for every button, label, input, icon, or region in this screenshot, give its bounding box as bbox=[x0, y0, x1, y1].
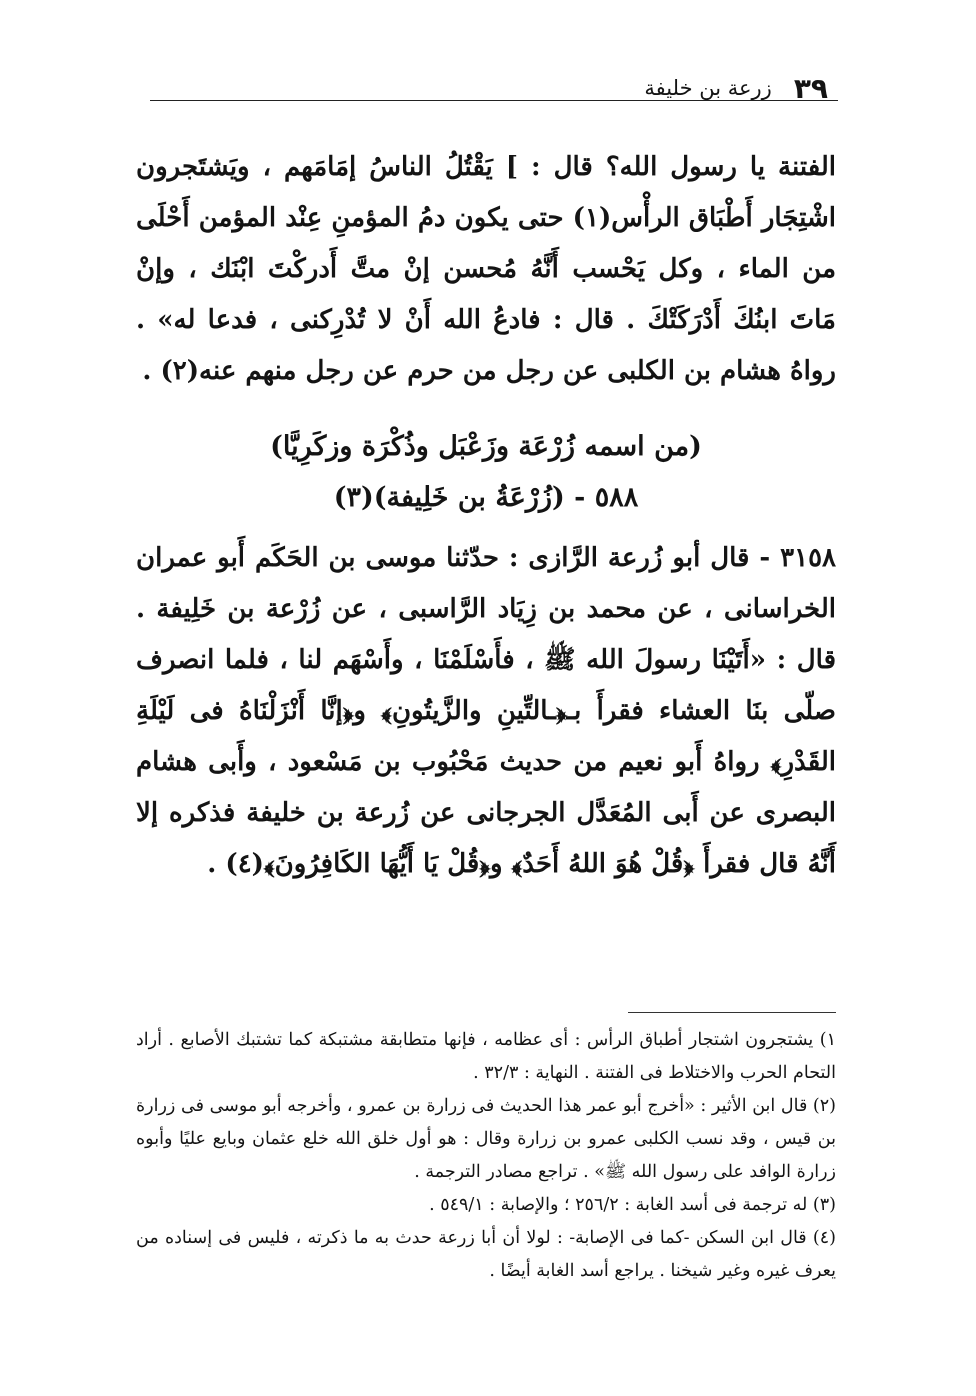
paragraph-2: ٣١٥٨ - قال أبو زُرعة الرَّازى : حدّثنا موسى بن الحَكَم أَبو عمران الخراسانى ، عن محمد بن زِيَاد الرَّاسبى ، عن زُرْعة بن خَلِيفة . قال : «أَتَيْنَا رسولَ الله ﷺ ، فأَسْلَمْنَا ، وأَسْهَم لنا ، فلما انصرف صلّى بنَا العشاء فقرأَ بـ﴿ـالتِّينِ والزَّيتُونِ﴾ و﴿إنَّا أَنْزَلْنَاهُ فى لَيْلَةِ القَدْرِ﴾ رواهُ أَبو نعيم من حديث مَحْبُوب بن مَسْعود ، وأَبى هشام البصرى عن أَبى المُعَدَّل الجرجانى عن زُرعة بن خليفة فذكره إلا أَنَّهُ قال فقرأَ ﴿قُلْ هُوَ اللهُ أَحَدٌ﴾ و﴿قُلْ يَا أَيُّهَا الكَافِرُونَ﴾(٤) . bbox=[136, 543, 836, 879]
running-head-title: زرعة بن خليفة bbox=[644, 76, 772, 100]
running-head bbox=[138, 68, 828, 108]
header-rule bbox=[150, 100, 838, 101]
paragraph-1: الفتنة يا رسول الله؟ قال : ] يَقْتُلُ الناسُ إمَامَهم ، ويَشتَجرون اشْتِجَار أَطْبَاق الرأْس(١) حتى يكون دمُ المؤمنِ عِنْد المؤمن أَحْلَى من الماء ، وكل يَحْسب أَنَّهُ مُحسن إنْ متَّ أَدركْتَ ابْنَك ، وإنْ مَاتَ ابنُكَ أَدْرَكَتْكَ . قال : فادعُ الله أَنْ لا تُدْرِكنى ، فدعا له» . رواهُ هشام بن الكلبى عن رجل من حرم عن رجل منهم عنه(٢) . bbox=[136, 152, 836, 386]
entry-heading: ٥٨٨ - (زُرْعَةُ بن خَلِيفة)(٣) bbox=[333, 482, 639, 513]
footnote-rule bbox=[628, 1012, 836, 1013]
footnote-2: (٢) قال ابن الأثير : «أخرج أبو عمر هذا الحديث فى زرارة بن عمرو ، وأخرجه أبو موسى فى زرارة بن قيس ، وقد نسب الكلبى عمرو بن زرارة وقال : هو أول خلق الله خلع عثمان وبايع عليًا وأبوه زرارة الوافد على رسول الله ﷺ» . تراجع مصادر الترجمة . bbox=[136, 1096, 836, 1182]
page-number: ٣٩ bbox=[793, 71, 828, 105]
footnote-4: (٤) قال ابن السكن -كما فى الإصابة- : لولا أن أبا زرعة حدث به ما ذكرته ، فليس فى إسناده من يعرف غيره وغير شيخنا . يراجع أسد الغابة أيضًا . bbox=[136, 1228, 836, 1281]
section-heading: (من اسمه زُرْعَة وزَعْبَل وذُكْرَة وزكَرِيَّا) bbox=[270, 431, 702, 462]
footnote-1: ١) يشتجرون اشتجار أطباق الرأس : أى عظامه ، فإنها متطابقة مشتبكة كما تشتبك الأصابع . أراد التحام الحرب والاختلاط فى الفتنة . النهاية : ٣٢/٣ . bbox=[136, 1030, 836, 1083]
footnote-3: (٣) له ترجمة فى أسد الغابة : ٢٥٦/٢ ؛ والإصابة : ٥٤٩/١ . bbox=[429, 1195, 836, 1215]
main-text bbox=[136, 142, 836, 890]
footnotes bbox=[136, 1024, 836, 1288]
